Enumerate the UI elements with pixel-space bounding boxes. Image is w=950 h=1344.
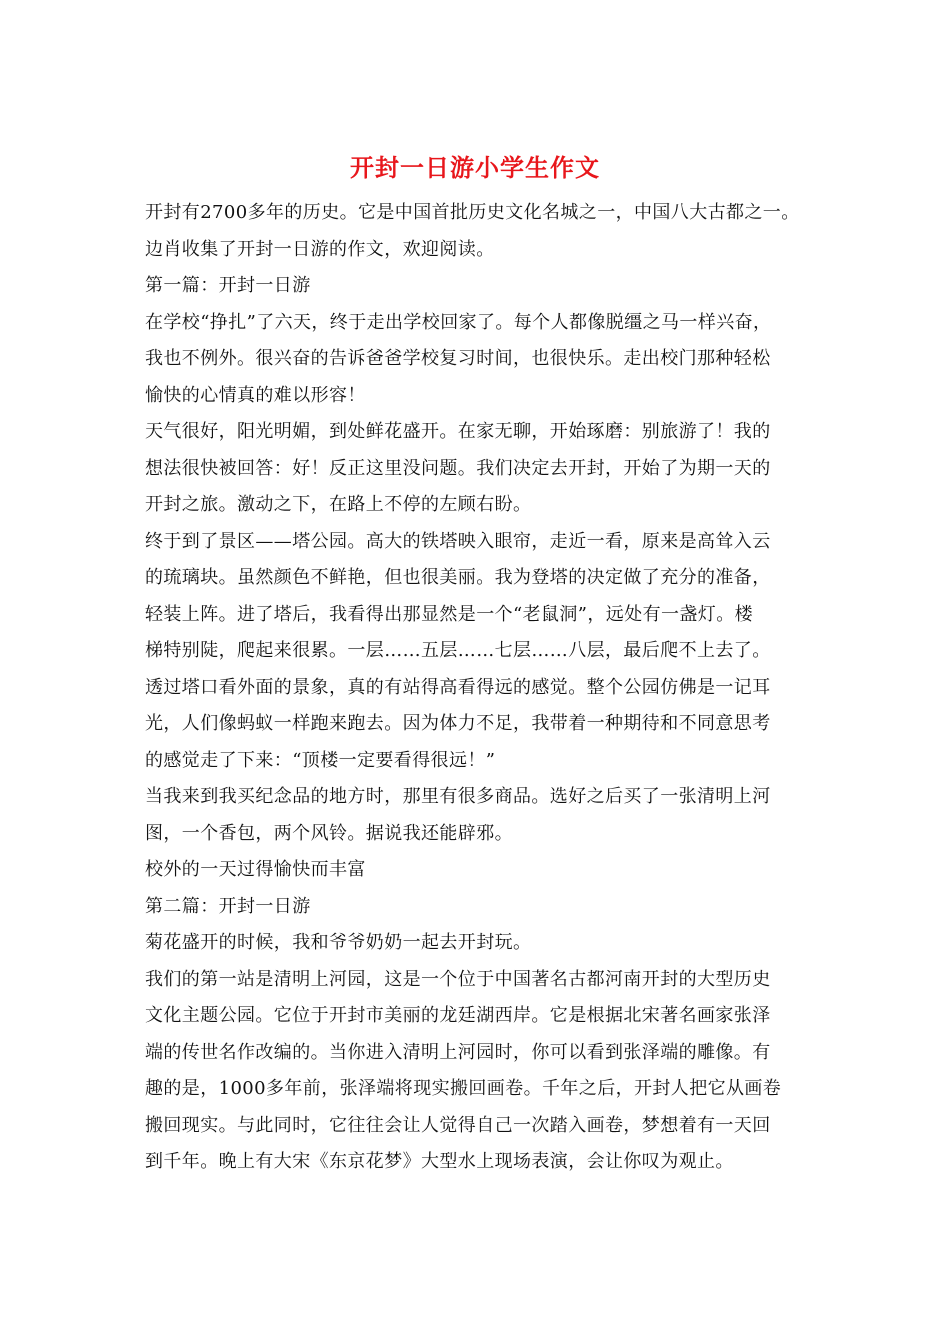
text-line: 当我来到我买纪念品的地方时，那里有很多商品。选好之后买了一张清明上河 [145, 786, 771, 807]
text-line: 的感觉走了下来：“顶楼一定要看得很远！” [145, 749, 496, 771]
text-line: 终于到了景区——塔公园。高大的铁塔映入眼帘，走近一看，原来是高耸入云 [145, 530, 771, 552]
text-line: 图，一个香包，两个风铃。据说我还能辟邪。 [145, 822, 513, 844]
text-line: 梯特别陡，爬起来很累。一层……五层……七层……八层，最后爬不上去了。 [145, 640, 771, 661]
text-line: 菊花盛开的时候，我和爷爷奶奶一起去开封玩。 [145, 932, 532, 953]
section-heading: 第一篇：开封一日游 [145, 275, 311, 296]
text-line: 天气很好，阳光明媚，到处鲜花盛开。在家无聊，开始琢磨：别旅游了！我的 [145, 421, 771, 442]
text-line: 开封有2700多年的历史。它是中国首批历史文化名城之一，中国八大古都之一。 [145, 202, 800, 223]
text-line: 轻装上阵。进了塔后，我看得出那显然是一个“老鼠洞”，远处有一盏灯。楼 [145, 603, 754, 625]
text-line: 的琉璃块。虽然颜色不鲜艳，但也很美丽。我为登塔的决定做了充分的准备， [145, 567, 771, 588]
document-body [145, 195, 825, 1181]
text-line: 愉快的心情真的难以形容！ [145, 384, 366, 406]
section-heading: 第二篇：开封一日游 [145, 895, 311, 917]
text-line: 在学校“挣扎”了六天，终于走出学校回家了。每个人都像脱缰之马一样兴奋， [145, 311, 772, 333]
text-line: 到千年。晚上有大宋《东京花梦》大型水上现场表演，会让你叹为观止。 [145, 1151, 734, 1172]
text-line: 边肖收集了开封一日游的作文，欢迎阅读。 [145, 238, 495, 260]
text-line: 趣的是，1000多年前，张泽端将现实搬回画卷。千年之后，开封人把它从画卷 [145, 1078, 782, 1099]
text-line: 我也不例外。很兴奋的告诉爸爸学校复习时间，也很快乐。走出校门那种轻松 [145, 348, 771, 369]
text-line: 透过塔口看外面的景象，真的有站得高看得远的感觉。整个公园仿佛是一记耳 [145, 676, 771, 698]
text-line: 我们的第一站是清明上河园，这是一个位于中国著名古都河南开封的大型历史 [145, 968, 771, 990]
text-line: 开封之旅。激动之下，在路上不停的左顾右盼。 [145, 494, 532, 515]
text-line: 文化主题公园。它位于开封市美丽的龙廷湖西岸。它是根据北宋著名画家张泽 [145, 1005, 771, 1026]
document-title: 开封一日游小学生作文 [350, 153, 600, 182]
text-line: 想法很快被回答：好！反正这里没问题。我们决定去开封，开始了为期一天的 [145, 457, 771, 479]
text-line: 端的传世名作改编的。当你进入清明上河园时，你可以看到张泽端的雕像。有 [145, 1041, 771, 1063]
text-line: 校外的一天过得愉快而丰富 [145, 859, 366, 880]
text-line: 光，人们像蚂蚁一样跑来跑去。因为体力不足，我带着一种期待和不同意思考 [145, 713, 771, 734]
text-line: 搬回现实。与此同时，它往往会让人觉得自己一次踏入画卷，梦想着有一天回 [145, 1114, 771, 1136]
